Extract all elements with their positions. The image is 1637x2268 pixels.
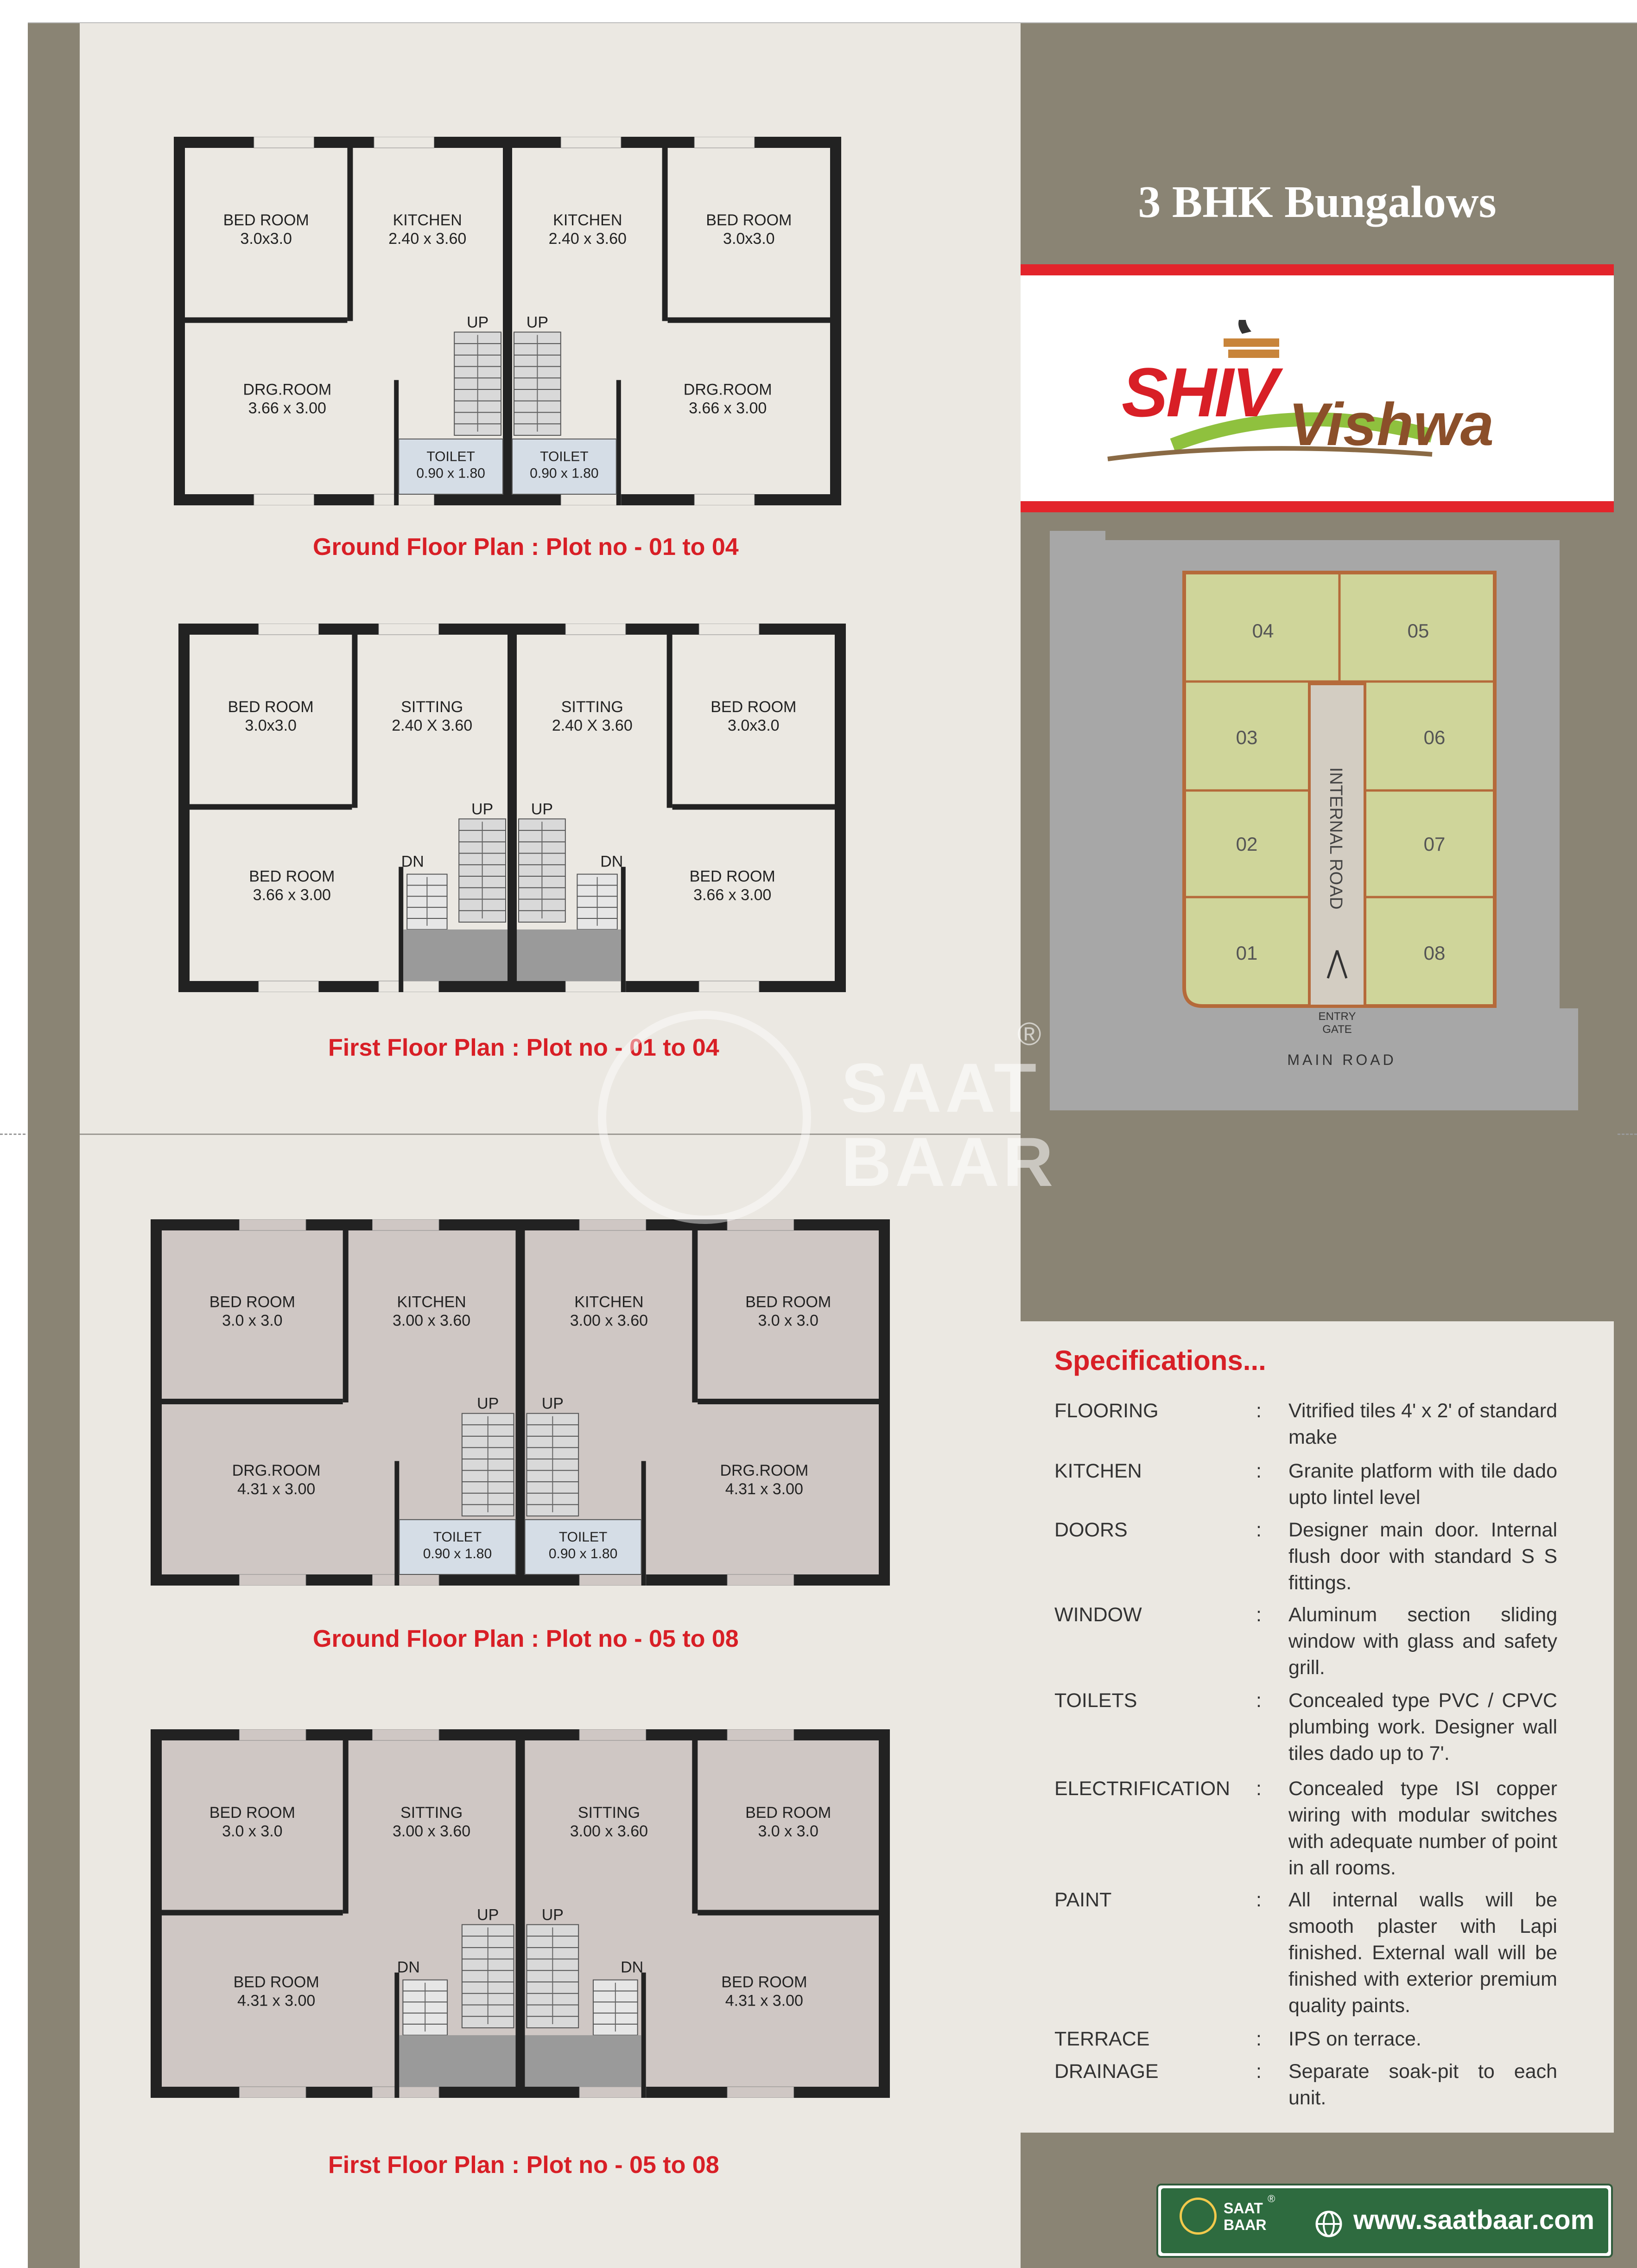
- room-name: BED ROOM: [689, 867, 775, 886]
- saatbaar-logo-icon: [1180, 2198, 1217, 2235]
- room-name: KITCHEN: [574, 1293, 644, 1311]
- window-top: [379, 624, 439, 635]
- stair-up-label: UP: [541, 1395, 564, 1413]
- window-top: [565, 624, 626, 635]
- room-size: 3.0x3.0: [728, 716, 780, 734]
- spec-value: Designer main door. Internal flush door with standard S S fittings.: [1288, 1519, 1557, 1594]
- ground-floor-plan-01-04: [174, 137, 841, 505]
- room-name: BED ROOM: [209, 1803, 295, 1822]
- wall: [641, 1461, 646, 1586]
- main-road-label: MAIN ROAD: [1287, 1051, 1396, 1068]
- room-name: DRG.ROOM: [243, 381, 332, 399]
- room-size: 3.00 x 3.60: [570, 1312, 648, 1330]
- plot-07-label: 07: [1423, 833, 1446, 855]
- party-wall: [503, 137, 512, 505]
- spec-colon: :: [1256, 1604, 1262, 1626]
- stair-up-label: UP: [541, 1906, 564, 1924]
- window-top: [727, 1219, 794, 1230]
- window-bottom: [727, 2087, 794, 2098]
- window-bottom: [374, 494, 434, 505]
- wall: [394, 380, 399, 505]
- room-name: TOILET: [558, 1529, 608, 1545]
- wall: [698, 1910, 879, 1916]
- window-top: [694, 137, 755, 148]
- spec-key: KITCHEN: [1054, 1460, 1142, 1482]
- plot-04-label: 04: [1252, 620, 1274, 642]
- spec-key: DOORS: [1054, 1519, 1128, 1541]
- window-top: [373, 1729, 439, 1740]
- stair-down-label: DN: [621, 1958, 644, 1976]
- window-top: [254, 137, 314, 148]
- room-size: 3.0 x 3.0: [222, 1312, 283, 1330]
- void-right: [517, 930, 621, 981]
- footer-registered-mark: ®: [1268, 2193, 1275, 2204]
- wall: [641, 1973, 646, 2098]
- spec-colon: :: [1256, 2060, 1262, 2083]
- wall: [673, 804, 835, 810]
- room-size: 2.40 X 3.60: [392, 716, 473, 734]
- window-bottom: [373, 1574, 439, 1586]
- room-size: 3.00 x 3.60: [392, 1822, 471, 1840]
- room-name: SITTING: [400, 1803, 463, 1822]
- room-name: KITCHEN: [393, 211, 462, 229]
- wall: [394, 1461, 399, 1586]
- watermark-text-1: SAAT: [841, 1049, 1041, 1127]
- void-left: [399, 2035, 515, 2087]
- globe-icon: [1314, 2209, 1344, 2239]
- plot-01-label: 01: [1236, 942, 1258, 964]
- watermark-text-2: BAAR: [841, 1123, 1057, 1201]
- right-border-band: [1614, 23, 1637, 2268]
- window-top: [374, 137, 434, 148]
- room-name: TOILET: [540, 449, 589, 465]
- room-size: 0.90 x 1.80: [548, 1546, 618, 1562]
- window-bottom: [579, 1574, 646, 1586]
- wall: [692, 1740, 698, 1914]
- room-size: 4.31 x 3.00: [725, 1480, 803, 1498]
- wall: [698, 1399, 879, 1404]
- plan-svg: [151, 1729, 890, 2098]
- footer-logo-text: [1224, 2200, 1266, 2233]
- spec-key: ELECTRIFICATION: [1054, 1777, 1231, 1800]
- room-size: 3.66 x 3.00: [689, 399, 767, 417]
- spec-colon: :: [1256, 1889, 1262, 1911]
- stair-up-label: UP: [471, 800, 494, 818]
- room-name: DRG.ROOM: [720, 1462, 809, 1479]
- room-name: SITTING: [561, 698, 623, 716]
- spec-key: WINDOW: [1054, 1604, 1142, 1626]
- window-top: [727, 1729, 794, 1740]
- window-bottom: [254, 494, 314, 505]
- room-size: 3.00 x 3.60: [570, 1822, 648, 1840]
- room-name: BED ROOM: [711, 698, 797, 716]
- footer-logo-line2: BAAR: [1224, 2217, 1267, 2233]
- plan-svg: [174, 137, 841, 505]
- caption-ground-01-04: Ground Floor Plan : Plot no - 01 to 04: [313, 534, 739, 561]
- window-bottom: [239, 1574, 306, 1586]
- room-size: 3.66 x 3.00: [693, 886, 772, 904]
- room-name: BED ROOM: [745, 1803, 831, 1822]
- stair-up-label: UP: [466, 313, 489, 331]
- spec-key: TOILETS: [1054, 1689, 1137, 1712]
- plan-svg: [178, 624, 846, 992]
- window-bottom: [373, 2087, 439, 2098]
- room-name: DRG.ROOM: [683, 381, 772, 399]
- room-size: 3.0 x 3.0: [758, 1312, 818, 1330]
- window-top: [239, 1729, 306, 1740]
- wall: [343, 1740, 349, 1914]
- room-size: 3.0 x 3.0: [758, 1822, 818, 1840]
- first-floor-plan-01-04: [178, 624, 846, 992]
- room-name: TOILET: [426, 449, 475, 465]
- plot-05-label: 05: [1407, 620, 1429, 642]
- stair-up-label: UP: [477, 1395, 499, 1413]
- site-map-detail: [1050, 531, 1578, 1110]
- stair-up-label: UP: [531, 800, 553, 818]
- ground-floor-plan-05-08: [151, 1219, 890, 1586]
- room-size: 4.31 x 3.00: [237, 1992, 316, 2010]
- entry-gate-label-1: ENTRY: [1318, 1010, 1356, 1023]
- spec-value: All internal walls will be smooth plaster with Lapi finished. External wall will be finished with exterior premium quality paints.: [1288, 1889, 1557, 2017]
- wall: [352, 635, 357, 808]
- room-size: 3.0x3.0: [240, 229, 292, 248]
- caption-first-05-08: First Floor Plan : Plot no - 05 to 08: [328, 2152, 719, 2179]
- wall: [343, 1230, 349, 1402]
- window-bottom: [579, 2087, 646, 2098]
- internal-road-label: INTERNAL ROAD: [1326, 767, 1345, 910]
- watermark-registered-mark: ®: [1017, 1016, 1041, 1052]
- specifications-title: Specifications...: [1054, 1345, 1266, 1376]
- wall: [394, 1973, 399, 2098]
- room-size: 3.66 x 3.00: [248, 399, 326, 417]
- caption-first-01-04: First Floor Plan : Plot no - 01 to 04: [328, 1034, 719, 1061]
- stair-down-label: DN: [600, 853, 623, 871]
- spec-value: Aluminum section sliding window with glass and safety grill.: [1288, 1604, 1557, 1679]
- party-wall: [516, 1729, 525, 2098]
- room-name: BED ROOM: [223, 211, 309, 229]
- wall: [399, 867, 403, 992]
- entry-gate-label-2: GATE: [1322, 1023, 1352, 1036]
- wall: [662, 148, 668, 321]
- spec-value: Vitrified tiles 4' x 2' of standard make: [1288, 1400, 1557, 1448]
- plot-03-label: 03: [1236, 726, 1258, 748]
- spec-key: TERRACE: [1054, 2028, 1150, 2050]
- watermark-logo-icon: [598, 1011, 811, 1224]
- window-bottom: [694, 494, 755, 505]
- room-size: 2.40 X 3.60: [552, 716, 633, 734]
- wall: [668, 318, 830, 323]
- room-name: BED ROOM: [233, 1973, 319, 1991]
- room-name: SITTING: [401, 698, 463, 716]
- spec-value: Concealed type PVC / CPVC plumbing work. Designer wall tiles dado up to 7'.: [1288, 1689, 1557, 1765]
- void-left: [403, 930, 508, 981]
- room-name: TOILET: [433, 1529, 482, 1545]
- top-trim-line: [28, 22, 1637, 23]
- crop-mark-right: [1618, 1134, 1637, 1135]
- room-name: KITCHEN: [397, 1293, 466, 1311]
- window-top: [579, 1219, 646, 1230]
- window-bottom: [239, 2087, 306, 2098]
- plot-06-label: 06: [1423, 726, 1446, 748]
- room-size: 4.31 x 3.00: [725, 1992, 803, 2010]
- room-name: BED ROOM: [745, 1293, 831, 1311]
- spec-colon: :: [1256, 1519, 1262, 1541]
- room-size: 3.66 x 3.00: [253, 886, 331, 904]
- window-top: [259, 624, 319, 635]
- spec-key: FLOORING: [1054, 1400, 1159, 1422]
- plan-svg: [151, 1219, 890, 1586]
- wall: [692, 1230, 698, 1402]
- room-name: BED ROOM: [249, 867, 335, 886]
- window-bottom: [259, 981, 319, 992]
- spec-value: Concealed type ISI copper wiring with modular switches with adequate number of point in all rooms.: [1288, 1777, 1557, 1879]
- window-top: [699, 624, 759, 635]
- stair-down-label: DN: [397, 1958, 420, 1976]
- room-name: BED ROOM: [706, 211, 792, 229]
- spec-colon: :: [1256, 1689, 1262, 1712]
- room-size: 0.90 x 1.80: [423, 1546, 492, 1562]
- stair-up-label: UP: [477, 1906, 499, 1924]
- spec-key: DRAINAGE: [1054, 2060, 1159, 2083]
- page-title: 3 BHK Bungalows: [1138, 177, 1497, 227]
- room-size: 0.90 x 1.80: [416, 465, 485, 481]
- website-link[interactable]: www.saatbaar.com: [1353, 2205, 1595, 2235]
- window-bottom: [699, 981, 759, 992]
- void-right: [525, 2035, 641, 2087]
- wall: [347, 148, 353, 321]
- room-name: BED ROOM: [721, 1973, 807, 1991]
- wall: [185, 318, 347, 323]
- room-size: 4.31 x 3.00: [237, 1480, 316, 1498]
- room-name: DRG.ROOM: [232, 1462, 321, 1479]
- left-border-band: [28, 23, 80, 2268]
- window-top: [373, 1219, 439, 1230]
- stair-up-label: UP: [526, 313, 549, 331]
- window-bottom: [565, 981, 626, 992]
- spec-colon: :: [1256, 1460, 1262, 1482]
- spec-key: PAINT: [1054, 1889, 1112, 1911]
- room-size: 3.0 x 3.0: [222, 1822, 283, 1840]
- plot-02-label: 02: [1236, 833, 1258, 855]
- room-size: 3.0x3.0: [245, 716, 297, 734]
- wall: [162, 1399, 343, 1404]
- spec-colon: :: [1256, 1400, 1262, 1422]
- room-name: BED ROOM: [209, 1293, 295, 1311]
- room-size: 3.00 x 3.60: [392, 1312, 471, 1330]
- spec-colon: :: [1256, 1777, 1262, 1800]
- wall: [621, 867, 626, 992]
- room-name: SITTING: [577, 1803, 640, 1822]
- room-size: 0.90 x 1.80: [530, 465, 599, 481]
- room-size: 2.40 x 3.60: [548, 229, 627, 248]
- spec-colon: :: [1256, 2028, 1262, 2050]
- spec-value: IPS on terrace.: [1288, 2028, 1421, 2050]
- party-wall: [516, 1219, 525, 1586]
- room-size: 2.40 x 3.60: [388, 229, 467, 248]
- window-top: [239, 1219, 306, 1230]
- wall: [667, 635, 673, 808]
- window-bottom: [561, 494, 621, 505]
- wall: [616, 380, 621, 505]
- first-floor-plan-05-08: [151, 1729, 890, 2098]
- brand-name-shiv: SHIV: [1122, 353, 1277, 431]
- plot-08-label: 08: [1423, 942, 1446, 964]
- wall: [162, 1910, 343, 1916]
- room-name: BED ROOM: [228, 698, 314, 716]
- stair-down-label: DN: [401, 853, 424, 871]
- party-wall: [508, 624, 517, 992]
- crop-mark-left: [0, 1134, 25, 1135]
- window-top: [579, 1729, 646, 1740]
- spec-value: Separate soak-pit to each unit.: [1288, 2060, 1557, 2109]
- window-top: [561, 137, 621, 148]
- brand-name-vishwa: Vishwa: [1288, 390, 1494, 458]
- spec-value: Granite platform with tile dado upto lintel level: [1288, 1460, 1557, 1509]
- wall: [190, 804, 352, 810]
- room-size: 3.0x3.0: [723, 229, 775, 248]
- caption-ground-05-08: Ground Floor Plan : Plot no - 05 to 08: [313, 1625, 739, 1652]
- window-bottom: [727, 1574, 794, 1586]
- footer-logo-line1: SAAT: [1224, 2200, 1263, 2217]
- room-name: KITCHEN: [553, 211, 622, 229]
- window-bottom: [379, 981, 439, 992]
